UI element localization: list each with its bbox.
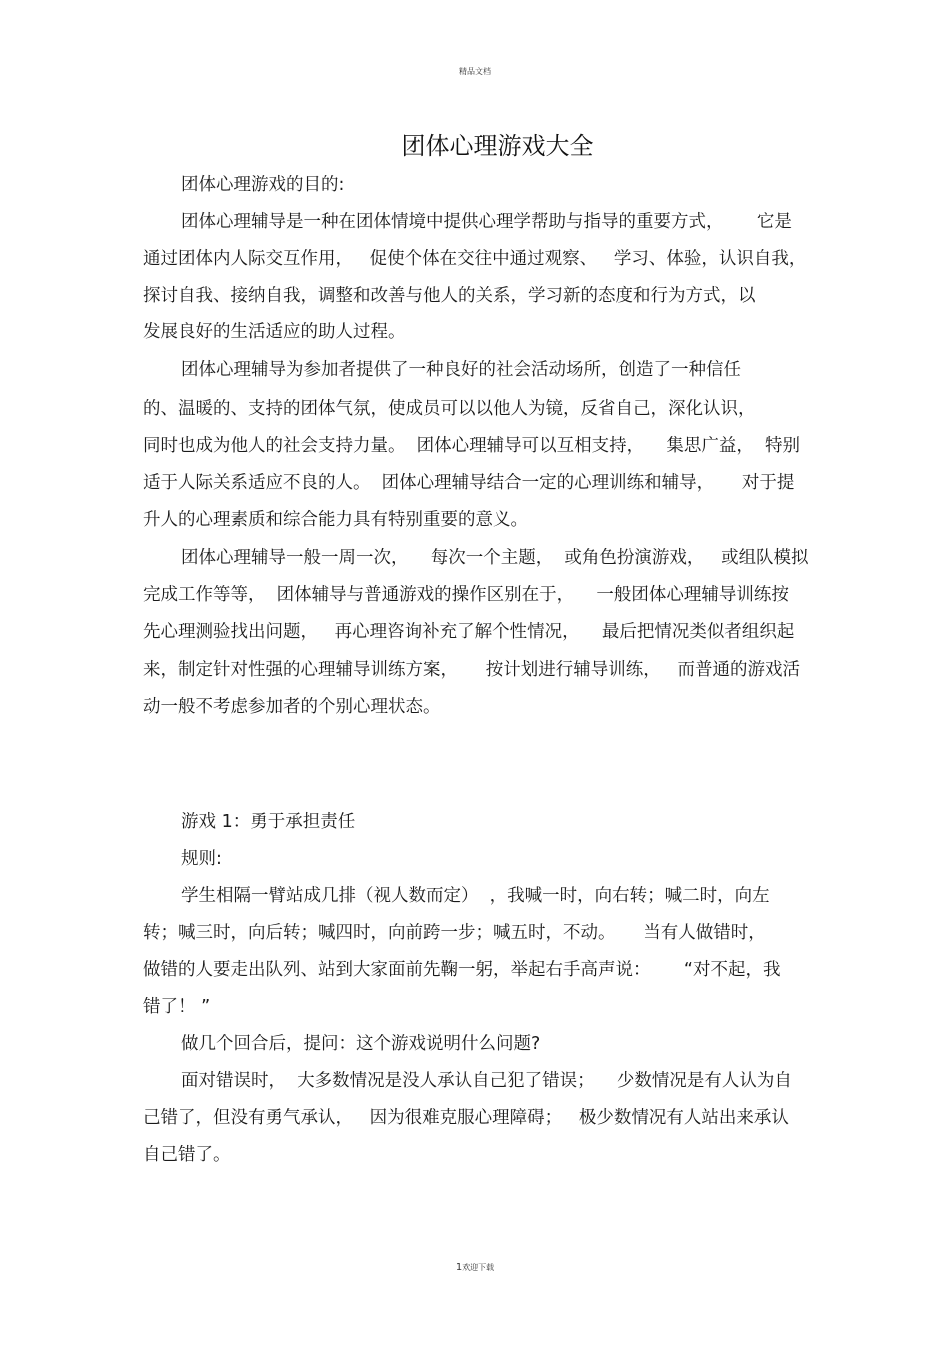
text-line: 同时也成为他人的社会支持力量。 团体心理辅导可以互相支持， 集思广益， 特别 [143, 436, 800, 456]
text-line: 面对错误时， 大多数情况是没人承认自己犯了错误； 少数情况是有人认为自 [181, 1071, 792, 1091]
text-line: 己错了，但没有勇气承认， 因为很难克服心理障碍； 极少数情况有人站出来承认 [143, 1108, 789, 1128]
text-line: 做几个回合后，提问：这个游戏说明什么问题? [181, 1034, 541, 1054]
text-line: 通过团体内人际交互作用， 促使个体在交往中通过观察、 学习、体验，认识自我， [143, 249, 807, 269]
header-text: 精品文档 [459, 67, 491, 76]
text-line: 探讨自我、接纳自我，调整和改善与他人的关系，学习新的态度和行为方式，以 [143, 286, 756, 306]
text-line: 完成工作等等， 团体辅导与普通游戏的操作区别在于， 一般团体心理辅导训练按 [143, 585, 789, 605]
text-line: 发展良好的生活适应的助人过程。 [143, 322, 406, 342]
text-line: 动一般不考虑参加者的个别心理状态。 [143, 697, 441, 717]
page-header [0, 66, 950, 77]
text-line: 做错的人要走出队列、站到大家面前先鞠一躬，举起右手高声说： “对不起，我 [143, 960, 781, 980]
text-line: 游戏 1：勇于承担责任 [181, 812, 356, 832]
page-footer [0, 1262, 950, 1273]
text-line: 转；喊三时，向后转；喊四时，向前跨一步；喊五时，不动。 当有人做错时， [143, 923, 766, 943]
document-title: 团体心理游戏大全 [401, 132, 594, 160]
text-line: 适于人际关系适应不良的人。 团体心理辅导结合一定的心理训练和辅导， 对于提 [143, 473, 795, 493]
text-line: 团体心理辅导是一种在团体情境中提供心理学帮助与指导的重要方式， 它是 [181, 212, 792, 232]
text-line: 学生相隔一臂站成几排（视人数而定） ，我喊一时，向右转；喊二时，向左 [181, 886, 770, 906]
text-line: 团体心理辅导为参加者提供了一种良好的社会活动场所，创造了一种信任 [181, 360, 741, 380]
text-line: 升人的心理素质和综合能力具有特别重要的意义。 [143, 510, 528, 530]
text-line: 来，制定针对性强的心理辅导训练方案， 按计划进行辅导训练， 而普通的游戏活 [143, 660, 800, 680]
text-line: 自己错了。 [143, 1145, 231, 1165]
text-line: 团体心理辅导一般一周一次， 每次一个主题， 或角色扮演游戏， 或组队模拟 [181, 548, 809, 568]
footer-text: 欢迎下载 [462, 1263, 495, 1272]
page-number: 1 [455, 1262, 463, 1273]
text-line: 的、温暖的、支持的团体气氛，使成员可以以他人为镜，反省自己，深化认识， [143, 399, 756, 419]
text-line: 规则: [181, 849, 222, 869]
text-line: 错了！ ” [143, 997, 211, 1017]
text-line: 团体心理游戏的目的: [181, 175, 345, 195]
text-line: 先心理测验找出问题， 再心理咨询补充了解个性情况， 最后把情况类似者组织起 [143, 622, 795, 642]
